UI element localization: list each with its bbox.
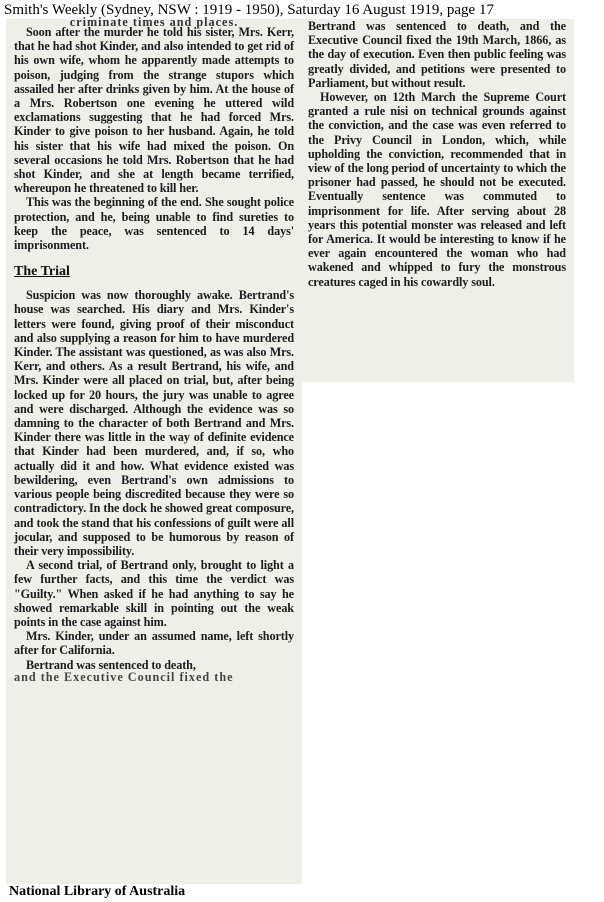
section-heading (14, 264, 294, 280)
article-column-right (300, 19, 574, 382)
paragraph: Suspicion was now thoroughly awake. Bertrand's house was searched. His diary and Mrs. Kinder's letters were found, giving proof of their misconduct and also supplying a reason for him to have murdered Kinder. The assistant was questioned, as was also Mrs. Kerr, and others. As a result Bertrand, his wife, and Mrs. Kinder were all placed on trial, but, after being locked up for 20 hours, the jury was unable to agree and were discharged. Although the evidence was so damning to the character of both Bertrand and Mrs. Kinder there was little in the way of definite evidence that Kinder had been murdered, and, if so, who actually did it and how. What evidence existed was bewildering, even Bertrand's own admissions to various people being discredited because they were so contradictory. In the dock he showed great composure, and took the stand that his confessions of guilt were all jocular, and supposed to be humorous by reason of their very impossibility. (14, 288, 294, 558)
page-header: Smith's Weekly (Sydney, NSW : 1919 - 1950), Saturday 16 August 1919, page 17 (4, 2, 494, 18)
cut-off-line-bottom: and the Executive Council fixed the (14, 669, 234, 684)
page-footer: National Library of Australia (9, 884, 186, 899)
paragraph: Mrs. Kinder, under an assumed name, left shortly after for California. (14, 629, 294, 658)
paragraph: Bertrand was sentenced to death, and the Executive Council fixed the 19th March, 1866, as the day of execution. Even then public feeling was greatly divided, and petitions were presented to Parliament, but without result. (308, 19, 566, 90)
article-column-left (6, 15, 302, 884)
paragraph: This was the beginning of the end. She sought police protection, and he, being unable to find sureties to keep the peace, was sentenced to 14 days' imprisonment. (14, 195, 294, 253)
paragraph: However, on 12th March the Supreme Court granted a rule nisi on technical grounds against the conviction, and the case was even referred to the Privy Council in London, which, while upholding the conviction, recommended that in view of the long period of uncertainty to which the prisoner had passed, he should not be executed. Eventually sentence was commuted to imprisonment for life. After serving about 28 years this potential monster was released and left for America. It would be interesting to know if he ever again encountered the woman who had wakened and whipped to fury the monstrous creatures caged in his cowardly soul. (308, 90, 566, 289)
paragraph: Bertrand was sentenced to death, (26, 657, 196, 672)
paragraph: A second trial, of Bertrand only, brought to light a few further facts, and this time the verdict was "Guilty." When asked if he had anything to say he showed remarkable skill in pointing out the weak points in the case against him. (14, 558, 294, 629)
section-heading-text: The Trial (14, 264, 70, 280)
cut-off-line-top: criminate times and places. (69, 15, 239, 29)
paragraph: Soon after the murder he told his sister, Mrs. Kerr, that he had shot Kinder, and also intended to get rid of his own wife, whom he apparently made attempts to poison, judging from the strange stupors which assailed her after drinks given by him. At the house of a Mrs. Robertson one evening he uttered wild exclamations suggesting that he had forced Mrs. Kinder to give poison to her husband. Again, he told his sister that his wife had mixed the poison. On several occasions he told Mrs. Robertson that he had shot Kinder, and she at length became terrified, whereupon he threatened to kill her. (14, 25, 294, 196)
